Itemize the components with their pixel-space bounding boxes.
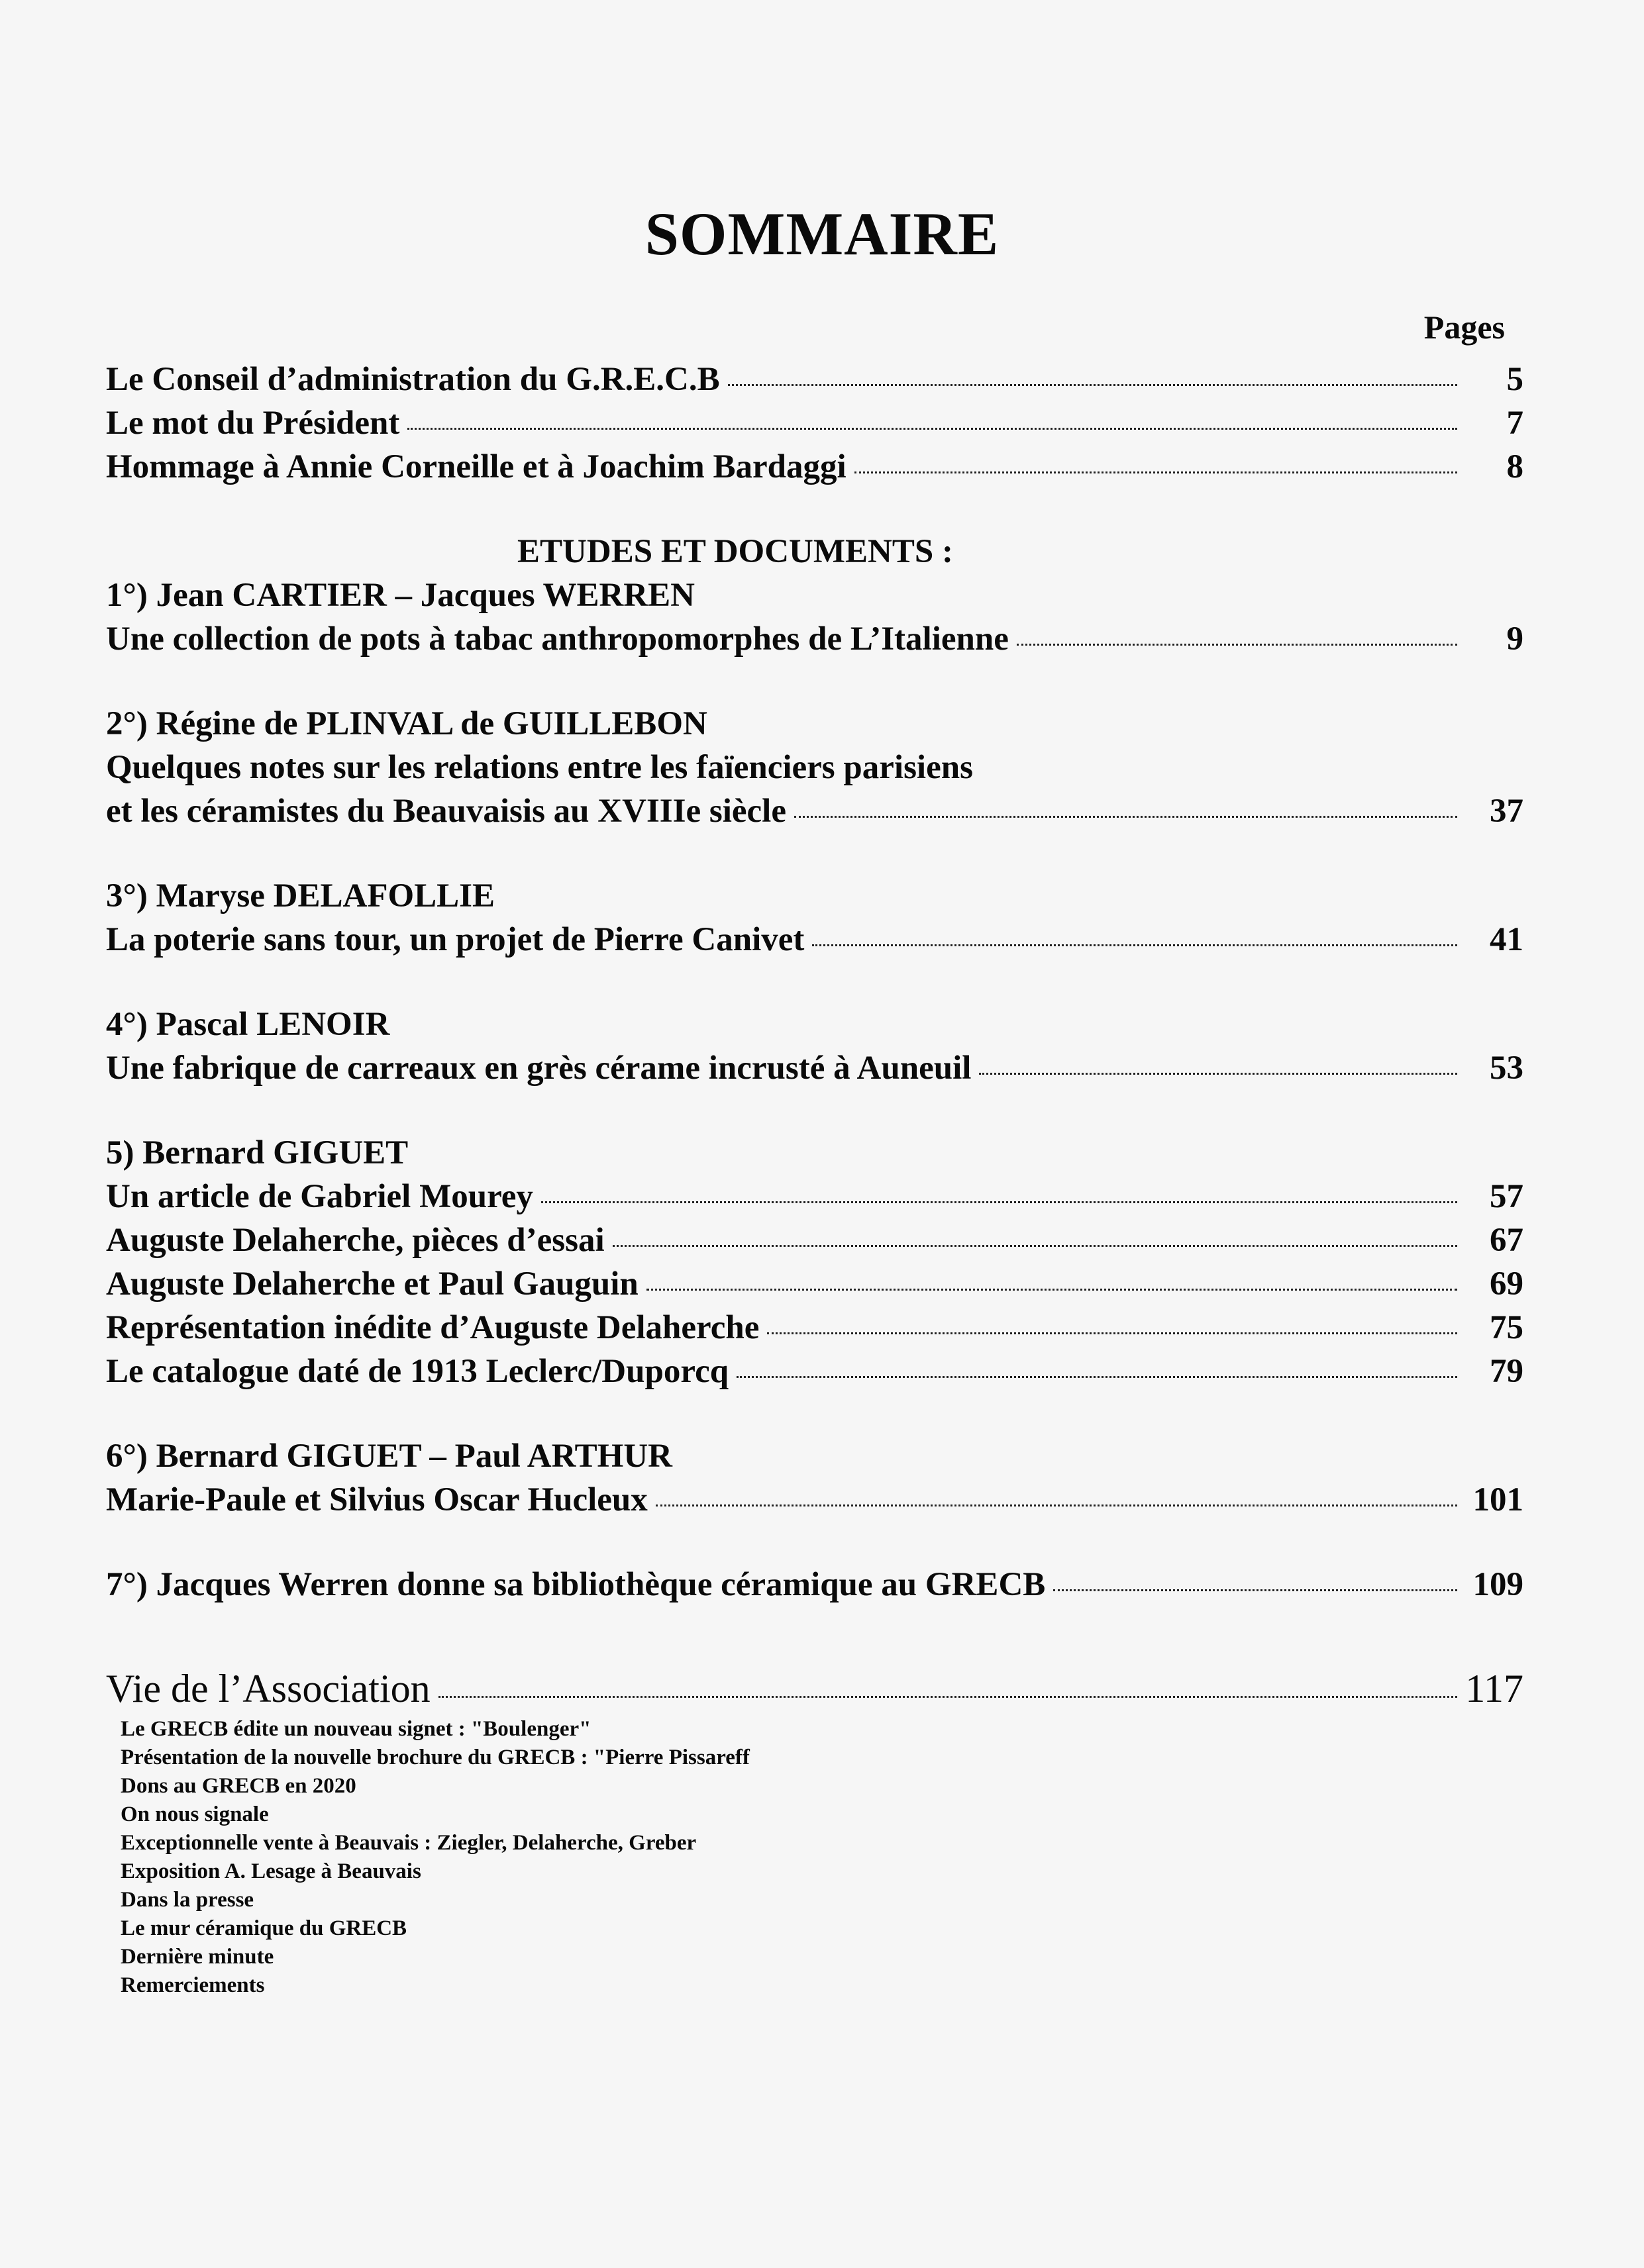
section-title: ETUDES ET DOCUMENTS : (517, 533, 953, 570)
pages-column-header: Pages (1423, 309, 1505, 346)
toc-entry-title: Un article de Gabriel Mourey (106, 1178, 533, 1215)
page-title: SOMMAIRE (644, 200, 1000, 268)
toc-entry-title: Une fabrique de carreaux en grès cérame incrusté à Auneuil (106, 1050, 972, 1087)
toc-entry-page: 5 (1506, 361, 1523, 398)
toc-entry (106, 1218, 1523, 1262)
toc-entry-title: La poterie sans tour, un projet de Pierre Canivet (106, 921, 805, 958)
association-item: Exposition A. Lesage à Beauvais (121, 1859, 421, 1883)
association-items (121, 1715, 1523, 2000)
toc-entry (106, 1563, 1523, 1606)
toc-entry (106, 789, 1523, 833)
study-heading: 4°) Pascal LENOIR (106, 1006, 390, 1043)
dot-leader (613, 1245, 1457, 1247)
toc-entry-page: 7 (1506, 405, 1523, 442)
toc-entry (106, 1350, 1523, 1393)
study-heading: 2°) Régine de PLINVAL de GUILLEBON (106, 705, 707, 742)
dot-leader (854, 471, 1457, 473)
association-item: Dons au GRECB en 2020 (121, 1774, 356, 1798)
toc-entry-page: 53 (1490, 1050, 1523, 1087)
toc-entry (106, 358, 1523, 401)
toc-entry (106, 1478, 1523, 1522)
dot-leader (1017, 644, 1457, 646)
spacer (106, 1393, 1523, 1434)
toc-entry-page: 101 (1472, 1481, 1523, 1518)
toc-entry-page: 117 (1465, 1667, 1523, 1710)
study-heading: 1°) Jean CARTIER – Jacques WERREN (106, 577, 695, 614)
study-heading: 5) Bernard GIGUET (106, 1134, 409, 1171)
dot-leader (979, 1073, 1457, 1075)
toc-entry-page: 9 (1506, 620, 1523, 658)
spacer (106, 1090, 1523, 1131)
association-item: Le mur céramique du GRECB (121, 1916, 407, 1940)
dot-leader (794, 816, 1457, 818)
toc-entry-page: 75 (1490, 1309, 1523, 1346)
toc-entry-title: et les céramistes du Beauvaisis au XVIIIe siècle (106, 793, 786, 830)
toc-entry (106, 1046, 1523, 1090)
toc-entry-title: Représentation inédite d’Auguste Delaherche (106, 1309, 760, 1346)
toc-entry-title: Le Conseil d’administration du G.R.E.C.B (106, 361, 720, 398)
toc-entry-title: Le catalogue daté de 1913 Leclerc/Duporcq (106, 1353, 729, 1390)
dot-leader (728, 384, 1457, 386)
toc-entry-title: Le mot du Président (106, 405, 400, 442)
toc-entry-title: Marie-Paule et Silvius Oscar Hucleux (106, 1481, 648, 1518)
study-heading: 3°) Maryse DELAFOLLIE (106, 877, 495, 914)
spacer (106, 833, 1523, 874)
study-subtitle: Quelques notes sur les relations entre les faïenciers parisiens (106, 749, 973, 786)
dot-leader (1053, 1589, 1457, 1591)
toc-entry (106, 617, 1523, 661)
toc-entry-page: 109 (1472, 1566, 1523, 1603)
toc-entry-page: 41 (1490, 921, 1523, 958)
toc-entry (106, 918, 1523, 961)
study-heading: 6°) Bernard GIGUET – Paul ARTHUR (106, 1438, 672, 1475)
association-item: Dernière minute (121, 1945, 274, 1969)
dot-leader (407, 428, 1457, 430)
toc-entry (106, 1306, 1523, 1350)
spacer (106, 961, 1523, 1003)
dot-leader (438, 1696, 1457, 1698)
association-item: Présentation de la nouvelle brochure du GRECB : "Pierre Pissareff (121, 1746, 750, 1769)
table-of-contents (106, 358, 1523, 2000)
toc-entry-page: 67 (1490, 1222, 1523, 1259)
toc-entry-page: 79 (1490, 1353, 1523, 1390)
dot-leader (812, 944, 1457, 946)
association-item: Remerciements (121, 1973, 265, 1997)
toc-entry (106, 445, 1523, 489)
toc-entry (106, 1663, 1523, 1714)
toc-entry-page: 8 (1506, 448, 1523, 485)
dot-leader (646, 1289, 1457, 1291)
dot-leader (767, 1332, 1457, 1334)
toc-entry-title: Une collection de pots à tabac anthropomorphes de L’Italienne (106, 620, 1009, 658)
toc-entry-page: 57 (1490, 1178, 1523, 1215)
toc-entry-title: Hommage à Annie Corneille et à Joachim Bardaggi (106, 448, 847, 485)
association-item: Dans la presse (121, 1888, 254, 1912)
toc-entry-page: 69 (1490, 1265, 1523, 1303)
toc-entry-title: Auguste Delaherche et Paul Gauguin (106, 1265, 639, 1303)
dot-leader (656, 1504, 1457, 1506)
toc-entry (106, 1262, 1523, 1306)
spacer (106, 489, 1523, 530)
dot-leader (737, 1376, 1457, 1378)
toc-entry-page: 37 (1490, 793, 1523, 830)
association-item: Le GRECB édite un nouveau signet : "Boulenger" (121, 1717, 591, 1741)
association-item: Exceptionnelle vente à Beauvais : Ziegler, Delaherche, Greber (121, 1831, 697, 1855)
association-item: On nous signale (121, 1802, 269, 1826)
spacer (106, 1606, 1523, 1663)
toc-entry-title: Vie de l’Association (106, 1667, 431, 1710)
spacer (106, 661, 1523, 702)
toc-entry-title: 7°) Jacques Werren donne sa bibliothèque céramique au GRECB (106, 1566, 1046, 1603)
toc-entry (106, 401, 1523, 445)
dot-leader (541, 1201, 1457, 1203)
spacer (106, 1522, 1523, 1563)
toc-entry-title: Auguste Delaherche, pièces d’essai (106, 1222, 605, 1259)
toc-entry (106, 1175, 1523, 1218)
